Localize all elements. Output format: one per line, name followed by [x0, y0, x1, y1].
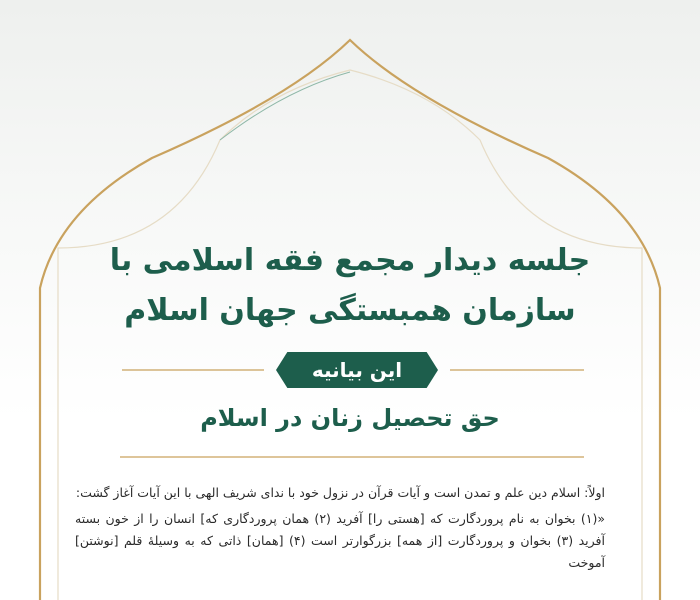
- document-body: [75, 482, 605, 578]
- body-paragraph-1: اولاً: اسلام دین علم و تمدن است و آیات قرآن در نزول خود با ندای شریف الهی با این آیات آغاز گشت:: [75, 485, 605, 500]
- green-accent-line: [220, 72, 350, 140]
- badge-label: این بیانیه: [311, 358, 403, 382]
- document-title: جلسه دیدار مجمع فقه اسلامی با سازمان همبستگی جهان اسلام: [109, 243, 591, 328]
- body-paragraph-2: «(۱) بخوان به نام پروردگارت که [هستی را] آفرید (۲) همان پروردگاری که] انسان را از خون بسته آفرید (۳) بخوان و پروردگارت [از همه] بزرگوارتر است (۴) [همان] ذاتی که به وسیلهٔ قلم [نوشتن] آموخت: [75, 511, 605, 570]
- document-subtitle: حق تحصیل زنان در اسلام: [200, 404, 500, 432]
